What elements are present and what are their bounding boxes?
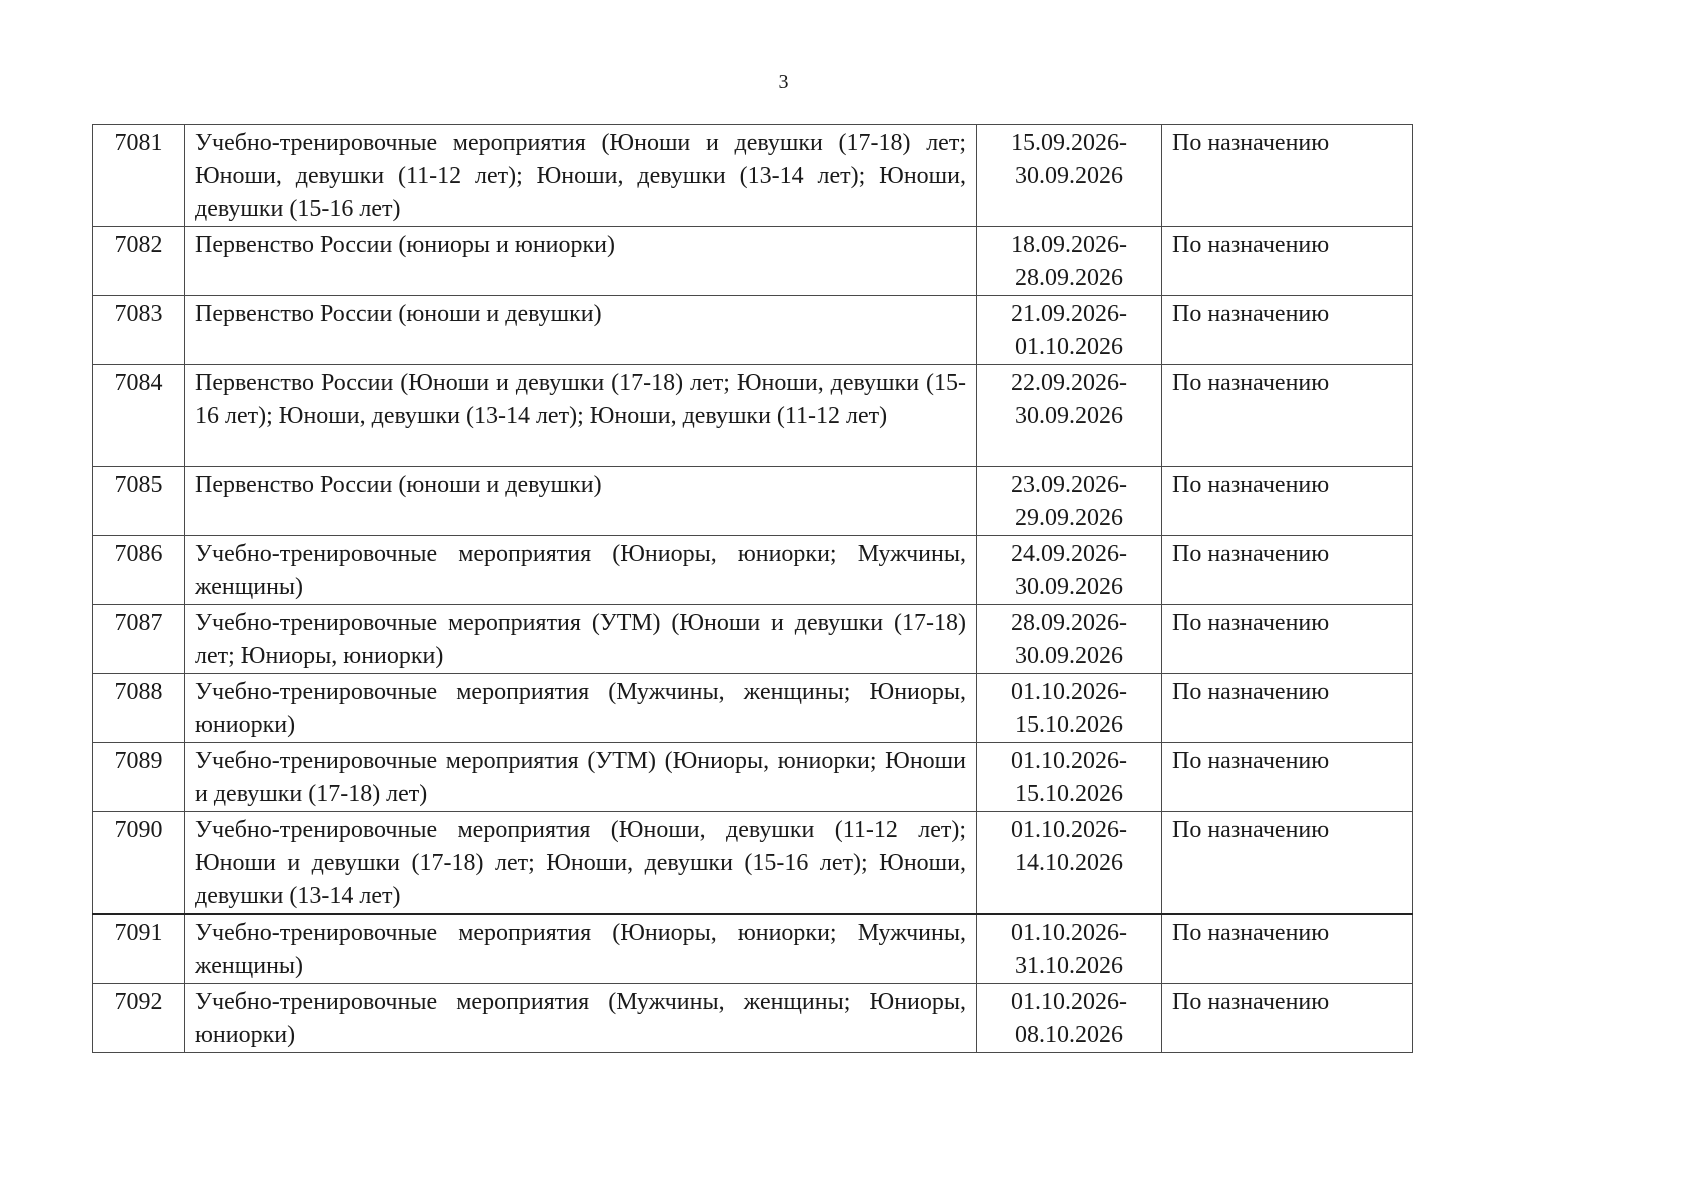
table-row xyxy=(93,365,1413,467)
event-place: По назначению xyxy=(1162,743,1413,812)
event-name: Учебно-тренировочные мероприятия (Мужчины, женщины; Юниоры, юниорки) xyxy=(185,674,977,743)
event-number: 7082 xyxy=(93,227,185,296)
event-number: 7089 xyxy=(93,743,185,812)
event-number: 7081 xyxy=(93,125,185,227)
event-name: Учебно-тренировочные мероприятия (Юноши и девушки (17-18) лет; Юноши, девушки (11-12 лет); Юноши, девушки (13-14 лет); Юноши, девушки (15-16 лет) xyxy=(185,125,977,227)
table-row xyxy=(93,467,1413,536)
event-place: По назначению xyxy=(1162,227,1413,296)
date-start: 21.09.2026- xyxy=(1011,301,1127,327)
event-place: По назначению xyxy=(1162,125,1413,227)
event-name: Первенство России (Юноши и девушки (17-18) лет; Юноши, девушки (15-16 лет); Юноши, девушки (13-14 лет); Юноши, девушки (11-12 лет) xyxy=(185,365,977,467)
date-end: 15.10.2026 xyxy=(1015,712,1123,738)
event-place: По назначению xyxy=(1162,812,1413,915)
event-number: 7091 xyxy=(93,914,185,984)
date-start: 24.09.2026- xyxy=(1011,541,1127,567)
date-start: 01.10.2026- xyxy=(1011,920,1127,946)
event-dates xyxy=(977,812,1162,915)
table-row xyxy=(93,984,1413,1053)
event-number: 7085 xyxy=(93,467,185,536)
event-dates xyxy=(977,296,1162,365)
date-start: 01.10.2026- xyxy=(1011,679,1127,705)
event-place: По назначению xyxy=(1162,536,1413,605)
table-row xyxy=(93,743,1413,812)
event-dates xyxy=(977,125,1162,227)
event-number: 7083 xyxy=(93,296,185,365)
date-end: 30.09.2026 xyxy=(1015,163,1123,189)
date-end: 01.10.2026 xyxy=(1015,334,1123,360)
event-dates xyxy=(977,467,1162,536)
event-dates xyxy=(977,227,1162,296)
event-dates xyxy=(977,605,1162,674)
table-row xyxy=(93,605,1413,674)
event-dates xyxy=(977,914,1162,984)
event-place: По назначению xyxy=(1162,296,1413,365)
event-place: По назначению xyxy=(1162,674,1413,743)
event-place: По назначению xyxy=(1162,605,1413,674)
event-name: Первенство России (юниоры и юниорки) xyxy=(185,227,977,296)
event-number: 7084 xyxy=(93,365,185,467)
event-dates xyxy=(977,984,1162,1053)
event-place: По назначению xyxy=(1162,467,1413,536)
event-name: Первенство России (юноши и девушки) xyxy=(185,296,977,365)
table-row xyxy=(93,812,1413,915)
event-dates xyxy=(977,674,1162,743)
table-row xyxy=(93,536,1413,605)
event-place: По назначению xyxy=(1162,365,1413,467)
table-row xyxy=(93,227,1413,296)
event-name: Учебно-тренировочные мероприятия (Юниоры, юниорки; Мужчины, женщины) xyxy=(185,536,977,605)
event-number: 7092 xyxy=(93,984,185,1053)
event-name: Учебно-тренировочные мероприятия (Юноши, девушки (11-12 лет); Юноши и девушки (17-18) лет; Юноши, девушки (15-16 лет); Юноши, девушки (13-14 лет) xyxy=(185,812,977,915)
table-row xyxy=(93,296,1413,365)
date-end: 31.10.2026 xyxy=(1015,953,1123,979)
event-number: 7086 xyxy=(93,536,185,605)
event-name: Учебно-тренировочные мероприятия (Юниоры, юниорки; Мужчины, женщины) xyxy=(185,914,977,984)
event-name: Первенство России (юноши и девушки) xyxy=(185,467,977,536)
event-number: 7088 xyxy=(93,674,185,743)
event-name: Учебно-тренировочные мероприятия (УТМ) (Юниоры, юниорки; Юноши и девушки (17-18) лет) xyxy=(185,743,977,812)
event-dates xyxy=(977,365,1162,467)
date-end: 30.09.2026 xyxy=(1015,643,1123,669)
date-start: 01.10.2026- xyxy=(1011,817,1127,843)
event-place: По назначению xyxy=(1162,984,1413,1053)
date-end: 15.10.2026 xyxy=(1015,781,1123,807)
date-end: 30.09.2026 xyxy=(1015,574,1123,600)
event-number: 7087 xyxy=(93,605,185,674)
page-number: 3 xyxy=(778,71,789,93)
table-row xyxy=(93,914,1413,984)
date-end: 14.10.2026 xyxy=(1015,850,1123,876)
date-start: 18.09.2026- xyxy=(1011,232,1127,258)
date-start: 01.10.2026- xyxy=(1011,989,1127,1015)
date-end: 08.10.2026 xyxy=(1015,1022,1123,1048)
event-number: 7090 xyxy=(93,812,185,915)
date-end: 28.09.2026 xyxy=(1015,265,1123,291)
date-start: 01.10.2026- xyxy=(1011,748,1127,774)
date-end: 30.09.2026 xyxy=(1015,403,1123,429)
event-place: По назначению xyxy=(1162,914,1413,984)
date-start: 15.09.2026- xyxy=(1011,130,1127,156)
date-end: 29.09.2026 xyxy=(1015,505,1123,531)
date-start: 23.09.2026- xyxy=(1011,472,1127,498)
table-row xyxy=(93,674,1413,743)
table-row xyxy=(93,125,1413,227)
events-table xyxy=(92,124,1413,1053)
event-dates xyxy=(977,536,1162,605)
date-start: 22.09.2026- xyxy=(1011,370,1127,396)
event-name: Учебно-тренировочные мероприятия (УТМ) (Юноши и девушки (17-18) лет; Юниоры, юниорки) xyxy=(185,605,977,674)
event-name: Учебно-тренировочные мероприятия (Мужчины, женщины; Юниоры, юниорки) xyxy=(185,984,977,1053)
date-start: 28.09.2026- xyxy=(1011,610,1127,636)
event-dates xyxy=(977,743,1162,812)
